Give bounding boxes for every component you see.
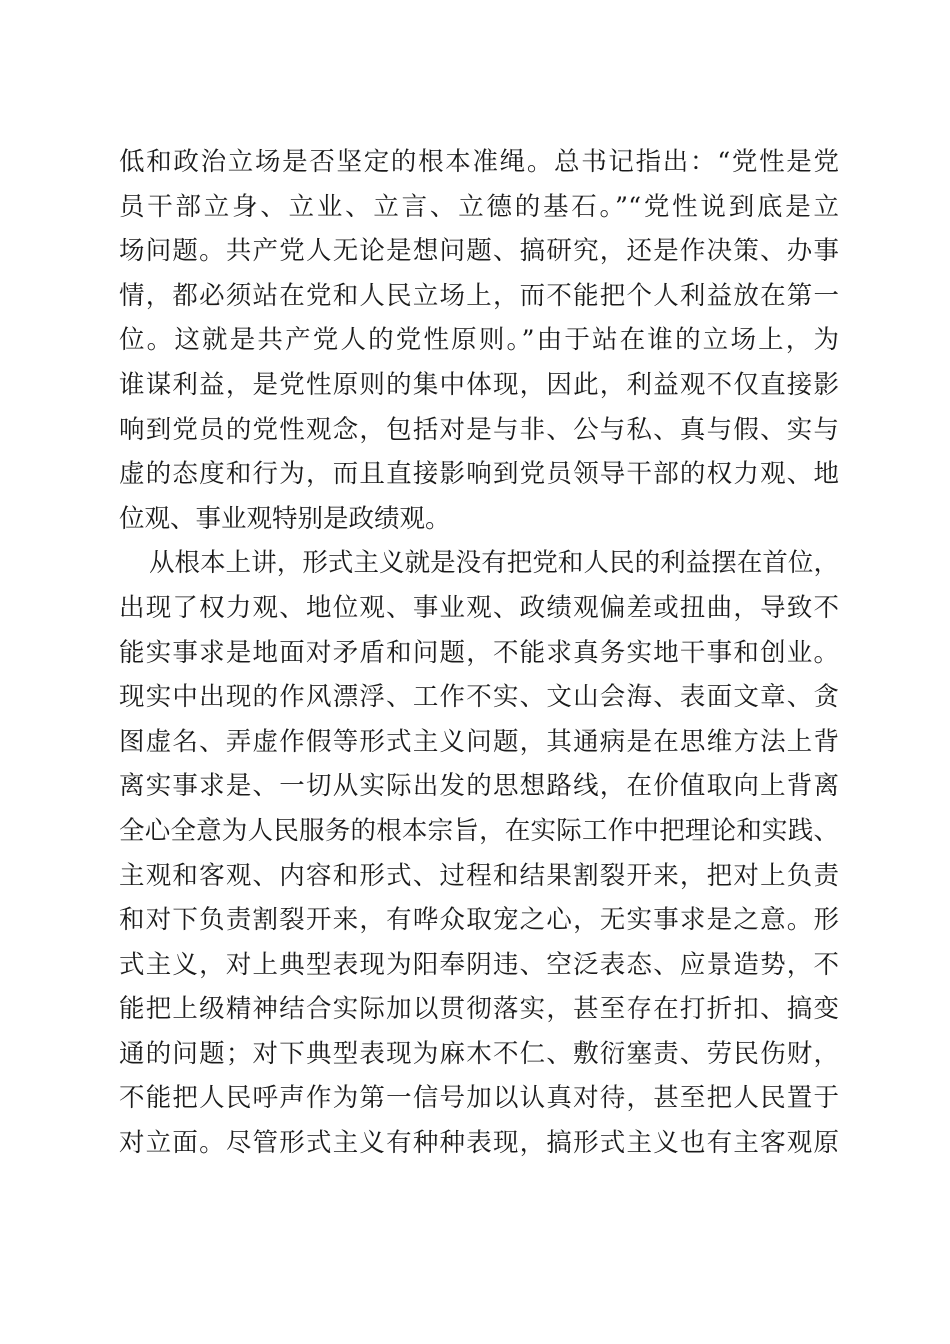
text-line: 对立面。尽管形式主义有种种表现，搞形式主义也有主客观原 <box>119 1128 839 1159</box>
text-line: 能实事求是地面对矛盾和问题，不能求真务实地干事和创业。 <box>119 637 839 668</box>
text-line: 场问题。共产党人无论是想问题、搞研究，还是作决策、办事 <box>119 236 839 267</box>
text-line: 员干部立身、立业、立言、立德的基石。”“党性说到底是立 <box>119 191 839 222</box>
body-text <box>119 140 839 1166</box>
text-line: 能把上级精神结合实际加以贯彻落实，甚至存在打折扣、搞变 <box>119 994 839 1025</box>
text-line: 式主义，对上典型表现为阳奉阴违、空泛表态、应景造势，不 <box>119 949 839 980</box>
text-line: 位观、事业观特别是政绩观。 <box>119 503 451 534</box>
text-line: 不能把人民呼声作为第一信号加以认真对待，甚至把人民置于 <box>119 1083 839 1114</box>
text-line: 位。这就是共产党人的党性原则。”由于站在谁的立场上，为 <box>119 325 839 356</box>
text-line: 低和政治立场是否坚定的根本准绳。总书记指出：“党性是党 <box>119 147 839 177</box>
text-line: 和对下负责割裂开来，有哗众取宠之心，无实事求是之意。形 <box>119 905 839 936</box>
text-line: 全心全意为人民服务的根本宗旨，在实际工作中把理论和实践、 <box>119 815 839 846</box>
text-line: 虚的态度和行为，而且直接影响到党员领导干部的权力观、地 <box>119 459 839 490</box>
text-line: 主观和客观、内容和形式、过程和结果割裂开来，把对上负责 <box>119 860 839 891</box>
text-line: 出现了权力观、地位观、事业观、政绩观偏差或扭曲，导致不 <box>119 592 839 623</box>
text-line: 谁谋利益，是党性原则的集中体现，因此，利益观不仅直接影 <box>119 369 839 400</box>
text-line: 情，都必须站在党和人民立场上，而不能把个人利益放在第一 <box>119 280 839 311</box>
text-line: 从根本上讲，形式主义就是没有把党和人民的利益摆在首位， <box>149 548 839 579</box>
text-line: 响到党员的党性观念，包括对是与非、公与私、真与假、实与 <box>119 414 839 445</box>
text-line: 图虚名、弄虚作假等形式主义问题，其通病是在思维方法上背 <box>119 726 839 757</box>
text-line: 现实中出现的作风漂浮、工作不实、文山会海、表面文章、贪 <box>119 682 839 713</box>
text-line: 离实事求是、一切从实际出发的思想路线，在价值取向上背离 <box>119 771 839 802</box>
text-line: 通的问题；对下典型表现为麻木不仁、敷衍塞责、劳民伤财， <box>119 1038 839 1069</box>
